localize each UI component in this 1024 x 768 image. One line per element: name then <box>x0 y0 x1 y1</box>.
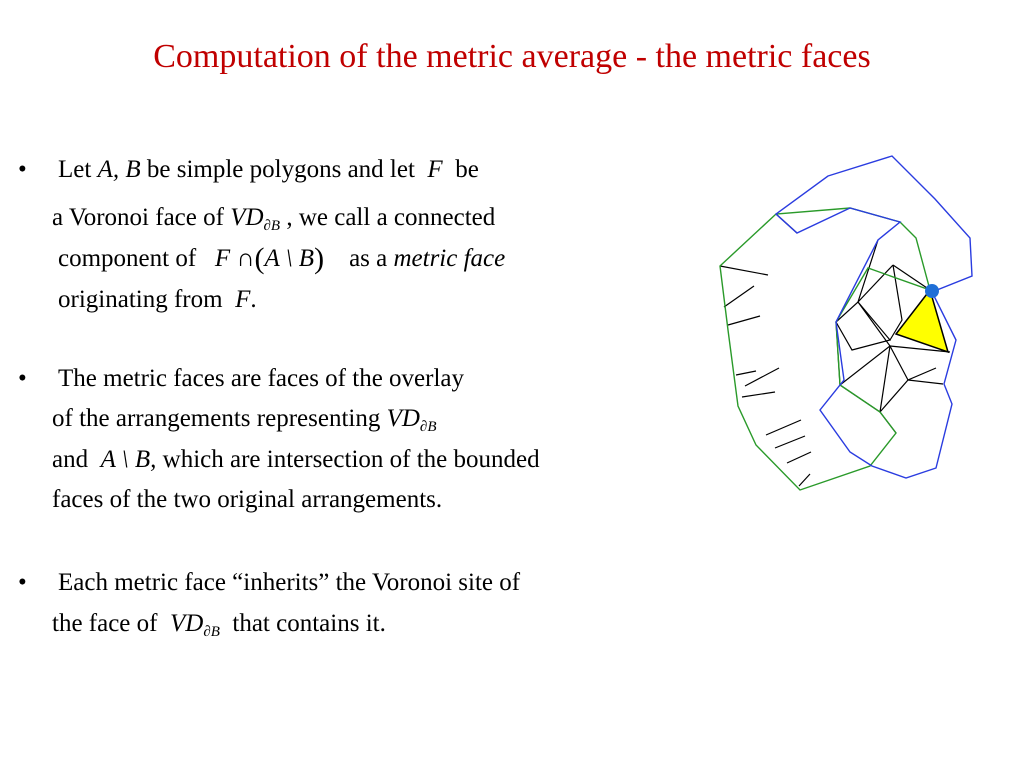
text-as-a: as a <box>349 245 388 272</box>
polygon-B <box>720 208 930 490</box>
var-VD: VD <box>169 610 204 637</box>
expr-rparen: ) <box>314 242 325 275</box>
bullet2-line1: The metric faces are faces of the overlay <box>58 365 465 392</box>
sub-dB: ∂B <box>263 218 281 234</box>
text-let: Let <box>58 156 92 183</box>
var-VD: VD <box>386 405 420 432</box>
expr-lparen: ( <box>254 242 265 275</box>
text-be-simple: be simple polygons and let <box>146 156 415 183</box>
text-originating: originating from <box>58 286 223 313</box>
text-a-voronoi: a Voronoi face of <box>52 204 224 231</box>
var-B: B <box>125 156 141 183</box>
period: . <box>250 286 257 313</box>
expr-A-minus-B: A \ B, <box>100 446 157 473</box>
metric-face-highlight <box>896 290 948 352</box>
site-point <box>925 284 939 298</box>
slide-title: Computation of the metric average - the metric faces <box>153 38 871 75</box>
bullet2-line4: faces of the two original arrangements. <box>52 486 443 513</box>
var-F: F <box>427 156 443 183</box>
bullet-dot: • <box>18 365 27 392</box>
voronoi-edges-outer <box>720 214 811 486</box>
bullet-dot: • <box>18 156 27 183</box>
expr-A-minus-B: A \ B <box>264 245 315 272</box>
var-F-end: F <box>235 286 251 313</box>
text-and: and <box>52 446 89 473</box>
text-component-of: component of <box>58 245 197 272</box>
text-contains: that contains it. <box>232 610 386 637</box>
sub-dB: ∂B <box>203 624 220 640</box>
bullet3-line1: Each metric face “inherits” the Voronoi site of <box>58 569 521 596</box>
text-be: be <box>455 156 479 183</box>
expr-cap: ∩ <box>236 245 255 272</box>
text-the-face-of: the face of <box>52 610 158 637</box>
text-which: which are intersection of the bounded <box>162 446 540 473</box>
expr-F: F <box>214 245 231 272</box>
text-we-call: , we call a connected <box>286 204 496 231</box>
bullet-dot: • <box>18 569 27 596</box>
sub-dB: ∂B <box>419 419 437 435</box>
polygon-A <box>776 156 972 478</box>
text-arrangements: of the arrangements representing <box>52 405 381 432</box>
var-A: A, <box>97 156 120 183</box>
var-VD: VD <box>230 204 264 231</box>
term-metric-face: metric face <box>393 245 506 272</box>
